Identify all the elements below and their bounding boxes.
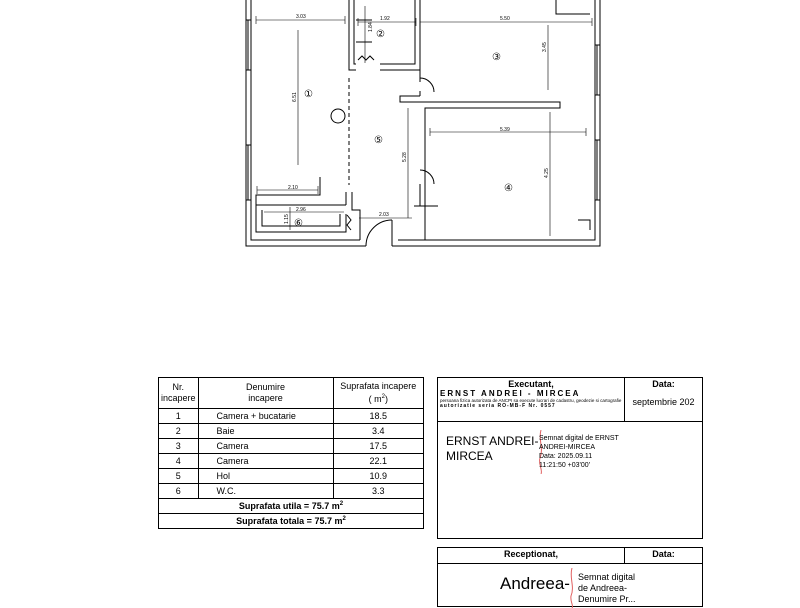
executant-title: Executant,	[508, 379, 554, 389]
header-nr: Nr. incapere	[159, 378, 199, 409]
receptionat-signature-details: Semnat digital de Andreea- Denumire Pr...	[578, 572, 636, 604]
executant-box	[437, 377, 703, 539]
table-row: 6 W.C. 3.3	[159, 484, 424, 499]
executant-authorization: autorizatie seria RO-MB-F Nr. 0557	[440, 403, 556, 409]
date-value: septembrie 202	[632, 397, 695, 407]
date-label: Data:	[652, 379, 675, 389]
receptionat-date-cell	[625, 548, 702, 564]
room-number: ③	[492, 52, 501, 63]
room-number: ④	[504, 183, 513, 194]
dim-label: 1.15	[284, 214, 290, 224]
table-header-row	[159, 378, 424, 409]
digital-signature-name: ERNST ANDREI- MIRCEA	[446, 434, 539, 463]
dim-label: 1.92	[380, 16, 390, 22]
dim-label: 2.96	[296, 207, 306, 213]
receptionat-box	[437, 547, 703, 607]
room-number: ①	[304, 89, 313, 100]
header-denumire: Denumire incapere	[198, 378, 333, 409]
dim-label: 3.45	[542, 42, 548, 52]
dim-label: 5.28	[402, 152, 408, 162]
table-row: 3 Camera 17.5	[159, 439, 424, 454]
dim-label: 2.03	[379, 212, 389, 218]
executant-name: ERNST ANDREI - MIRCEA	[440, 389, 581, 398]
executant-header	[438, 378, 625, 422]
room-number: ②	[376, 29, 385, 40]
table-row: 1 Camera + bucatarie 18.5	[159, 409, 424, 424]
room-number: ⑤	[374, 135, 383, 146]
dim-label: 4.25	[544, 168, 550, 178]
digital-signature-details: Semnat digital de ERNST ANDREI-MIRCEA Data: 2025.09.11 11:21:50 +03'00'	[539, 435, 619, 469]
dim-label: 3.03	[296, 14, 306, 20]
room-number: ⑥	[294, 218, 303, 229]
signature-mark	[568, 568, 576, 608]
table-row: 2 Baie 3.4	[159, 424, 424, 439]
total-utila-row: Suprafata utila = 75.7 $m^2$	[159, 499, 424, 514]
floor-plan	[0, 0, 800, 270]
table-row: 5 Hol 10.9	[159, 469, 424, 484]
receptionat-header	[438, 548, 625, 564]
receptionat-signature-name: Andreea-	[500, 574, 570, 593]
header-suprafata: Suprafata incapere ( $m^2$)	[333, 378, 423, 409]
receptionat-title: Receptionat,	[503, 549, 558, 559]
table-row: 4 Camera 22.1	[159, 454, 424, 469]
dim-label: 5.50	[500, 16, 510, 22]
dim-label: 5.39	[500, 127, 510, 133]
dim-label: 2.10	[288, 185, 298, 191]
dim-label: 6.51	[292, 92, 298, 102]
total-totala-row: Suprafata totala = 75.7 $m^2$	[159, 514, 424, 529]
executant-description: persoana fizica autorizata de ANCPI sa execute lucrari de cadastru, geodezie si cartografie	[440, 398, 622, 403]
rooms-table	[158, 377, 424, 529]
date-label: Data:	[652, 549, 675, 559]
executant-date-cell	[625, 378, 702, 422]
dim-label: 1.84	[368, 22, 374, 32]
